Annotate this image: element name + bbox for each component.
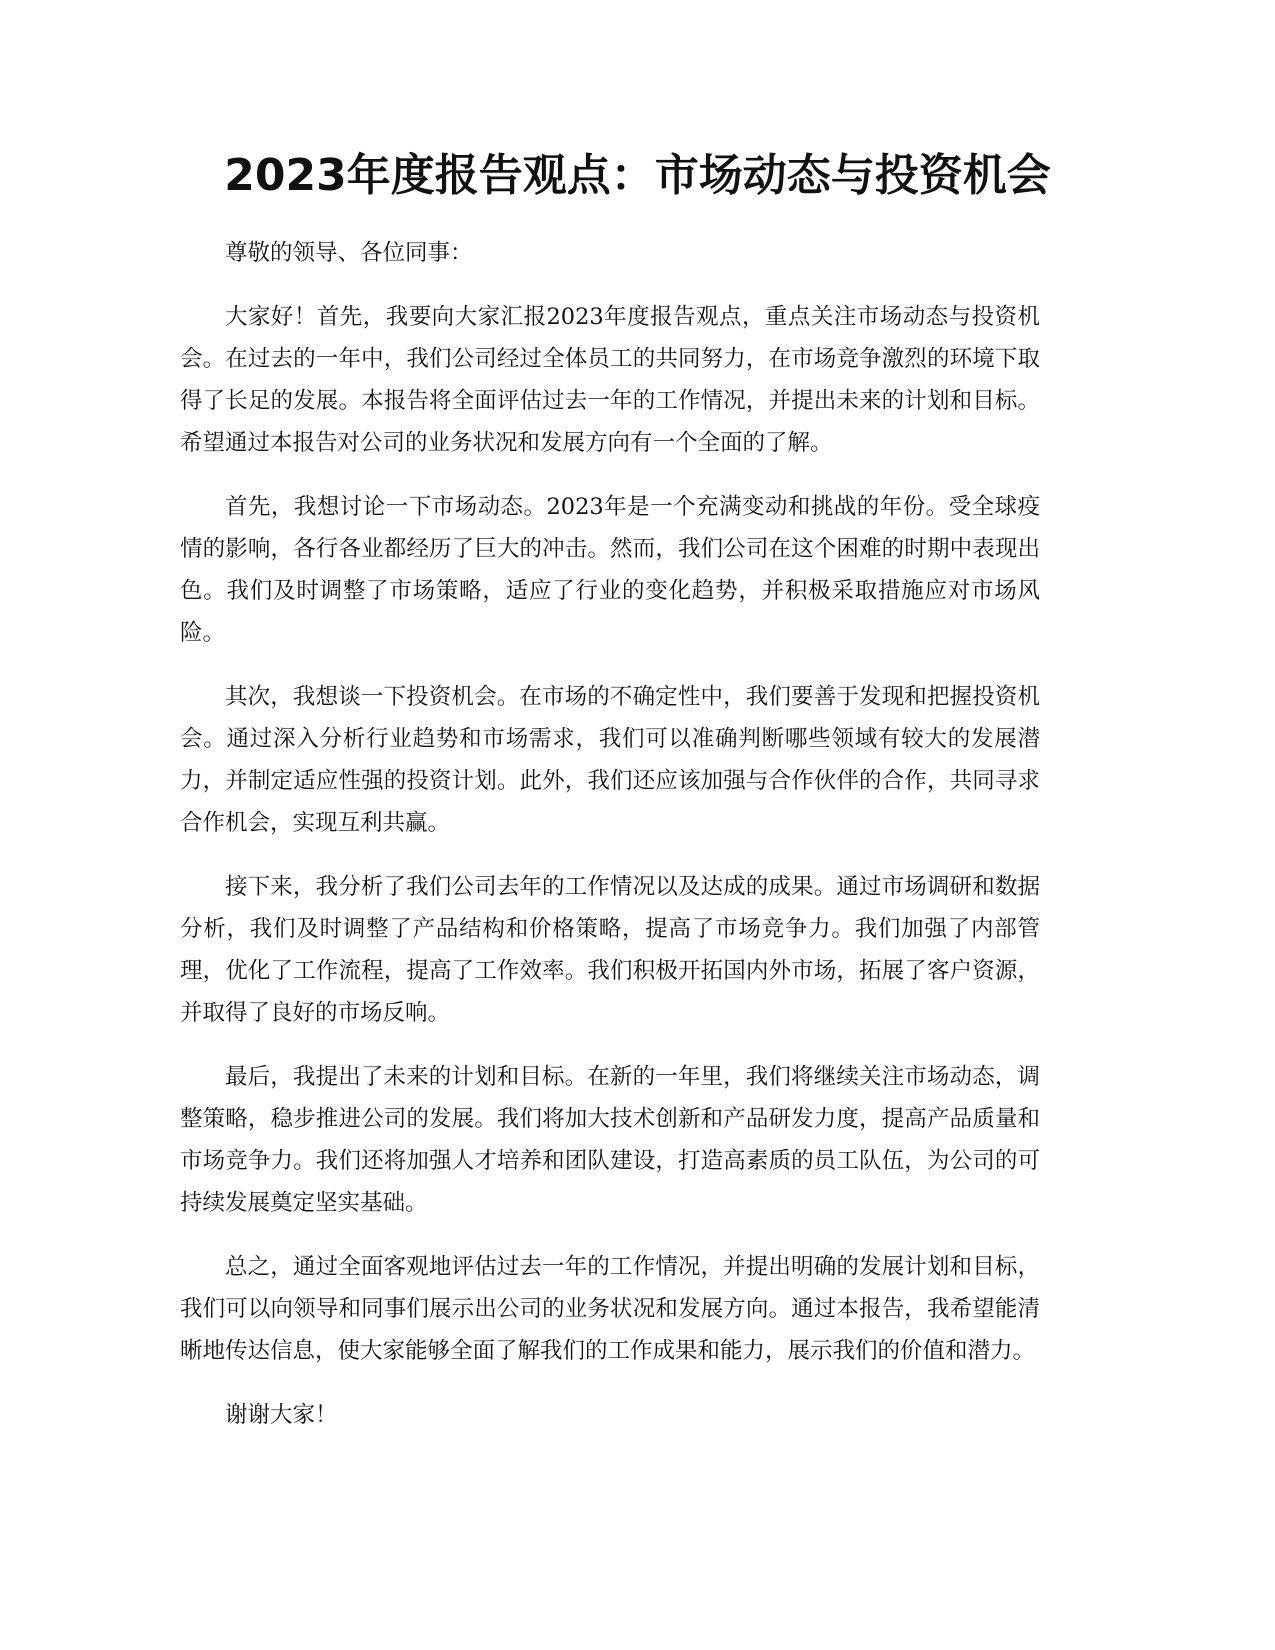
document-title: 2023年度报告观点：市场动态与投资机会 (224, 150, 1051, 201)
paragraph-future-plans: 最后，我提出了未来的计划和目标。在新的一年里，我们将继续关注市场动态，调整策略，稳步推进公司的发展。我们将加大技术创新和产品研发力度，提高产品质量和市场竞争力。我们还将加强人才培养和团队建设，打造高素质的员工队伍，为公司的可持续发展奠定坚实基础。 (180, 1064, 1040, 1216)
paragraph-thanks: 谢谢大家！ (225, 1402, 338, 1428)
paragraph-intro: 大家好！首先，我要向大家汇报2023年度报告观点，重点关注市场动态与投资机会。在过去的一年中，我们公司经过全体员工的共同努力，在市场竞争激烈的环境下取得了长足的发展。本报告将全面评估过去一年的工作情况，并提出未来的计划和目标。希望通过本报告对公司的业务状况和发展方向有一个全面的了解。 (180, 304, 1040, 456)
document-body (180, 232, 1040, 1458)
paragraph-conclusion: 总之，通过全面客观地评估过去一年的工作情况，并提出明确的发展计划和目标，我们可以向领导和同事们展示出公司的业务状况和发展方向。通过本报告，我希望能清晰地传达信息，使大家能够全面了解我们的工作成果和能力，展示我们的价值和潜力。 (180, 1254, 1040, 1364)
salutation: 尊敬的领导、各位同事： (225, 240, 473, 266)
paragraph-investment-opportunities: 其次，我想谈一下投资机会。在市场的不确定性中，我们要善于发现和把握投资机会。通过深入分析行业趋势和市场需求，我们可以准确判断哪些领域有较大的发展潜力，并制定适应性强的投资计划。此外，我们还应该加强与合作伙伴的合作，共同寻求合作机会，实现互利共赢。 (180, 684, 1040, 836)
paragraph-market-dynamics: 首先，我想讨论一下市场动态。2023年是一个充满变动和挑战的年份。受全球疫情的影响，各行各业都经历了巨大的冲击。然而，我们公司在这个困难的时期中表现出色。我们及时调整了市场策略，适应了行业的变化趋势，并积极采取措施应对市场风险。 (180, 494, 1040, 646)
paragraph-work-review: 接下来，我分析了我们公司去年的工作情况以及达成的成果。通过市场调研和数据分析，我们及时调整了产品结构和价格策略，提高了市场竞争力。我们加强了内部管理，优化了工作流程，提高了工作效率。我们积极开拓国内外市场，拓展了客户资源，并取得了良好的市场反响。 (180, 874, 1040, 1026)
